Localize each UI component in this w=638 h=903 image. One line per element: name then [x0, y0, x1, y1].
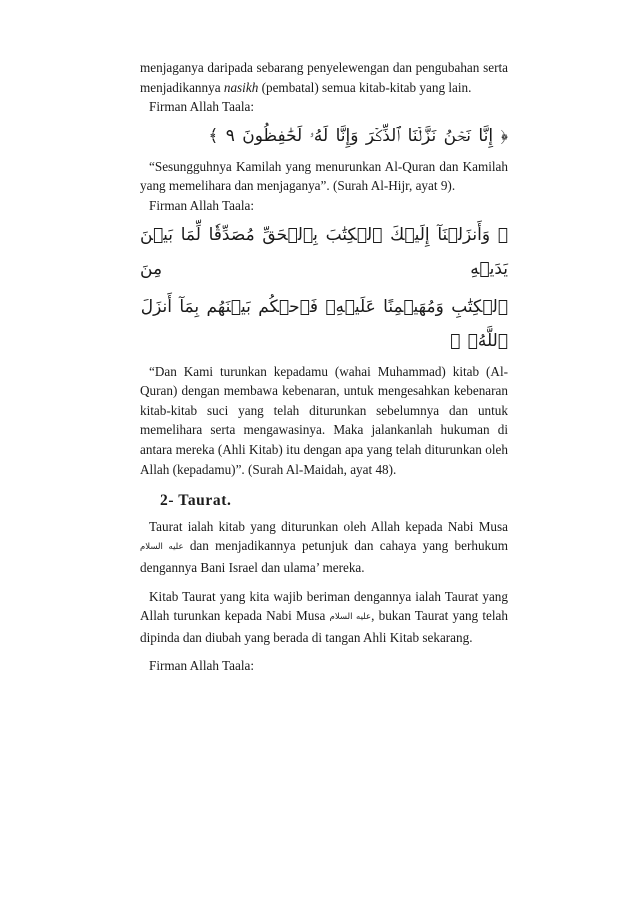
- taurat-belief-text-2: , bukan Taurat yang telah dipinda dan diubah yang berada di tangan Ahli Kitab sekarang.: [140, 608, 508, 645]
- quran-verse-al-hijr-9: ﴿ إِنَّا نَحۡنُ نَزَّلۡنَا ٱلذِّكۡرَ وَإِنَّا لَهُۥ لَحَٰفِظُونَ ٩ ﴾: [208, 125, 508, 146]
- translation-al-maidah: “Dan Kami turunkan kepadamu (wahai Muhammad) kitab (Al-Quran) dengan membawa kebenaran, untuk mengesahkan kebenaran kitab-kitab suci yang telah diturunkan sebelumnya dan untuk memelihara serta mengawasinya. Maka jalankanlah hukuman di antara mereka (Ahli Kitab) itu dengan apa yang telah diturunkan oleh Allah (kepadamu)”. (Surah Al-Maidah, ayat 48).: [140, 363, 508, 477]
- taurat-def-text-2: dan menjadikannya petunjuk dan cahaya yang berhukum dengannya Bani Israel dan ulama’ mereka.: [140, 538, 508, 575]
- paragraph-intro: [140, 58, 508, 97]
- firman-label-1: Firman Allah Taala:: [149, 99, 255, 115]
- firman-label-3: Firman Allah Taala:: [149, 658, 255, 674]
- translation-al-hijr: “Sesungguhnya Kamilah yang menurunkan Al-Quran dan Kamilah yang memelihara dan menjaganya”. (Surah Al-Hijr, ayat 9).: [140, 158, 508, 194]
- document-page: [140, 58, 508, 676]
- intro-text-2: (pembatal) semua kitab-kitab yang lain.: [258, 79, 472, 95]
- section-heading-taurat: 2- Taurat.: [160, 492, 232, 510]
- quran-verse-al-maidah-48-line1: ﴿ وَأَنزَلۡنَآ إِلَيۡكَ ٱلۡكِتَٰبَ بِٱلۡحَقِّ مُصَدِّقٗا لِّمَا بَيۡنَ يَدَيۡهِ مِنَ: [140, 224, 508, 279]
- taurat-def-text-1: Taurat ialah kitab yang diturunkan oleh Allah kepada Nabi Musa: [149, 518, 508, 534]
- intro-italic-nasikh: nasikh: [223, 79, 259, 95]
- paragraph-taurat-belief: [140, 587, 508, 648]
- firman-label-2: Firman Allah Taala:: [149, 197, 255, 213]
- quran-verse-al-maidah-48-line2: ٱلۡكِتَٰبِ وَمُهَيۡمِنًا عَلَيۡهِۖ فَٱحۡكُم بَيۡنَهُم بِمَآ أَنزَلَ ٱللَّهُۖ ﴾: [140, 296, 508, 351]
- intro-text-1: menjaganya daripada sebarang penyelewengan dan pengubahan serta menjadikannya: [140, 60, 508, 95]
- taurat-belief-text-1: Kitab Taurat yang kita wajib beriman dengannya ialah Taurat yang Allah turunkan kepada Nabi Musa: [140, 588, 508, 624]
- pbuh-glyph: عليه السلام: [140, 542, 184, 553]
- paragraph-taurat-definition: [140, 517, 508, 578]
- pbuh-glyph: عليه السلام: [329, 612, 372, 623]
